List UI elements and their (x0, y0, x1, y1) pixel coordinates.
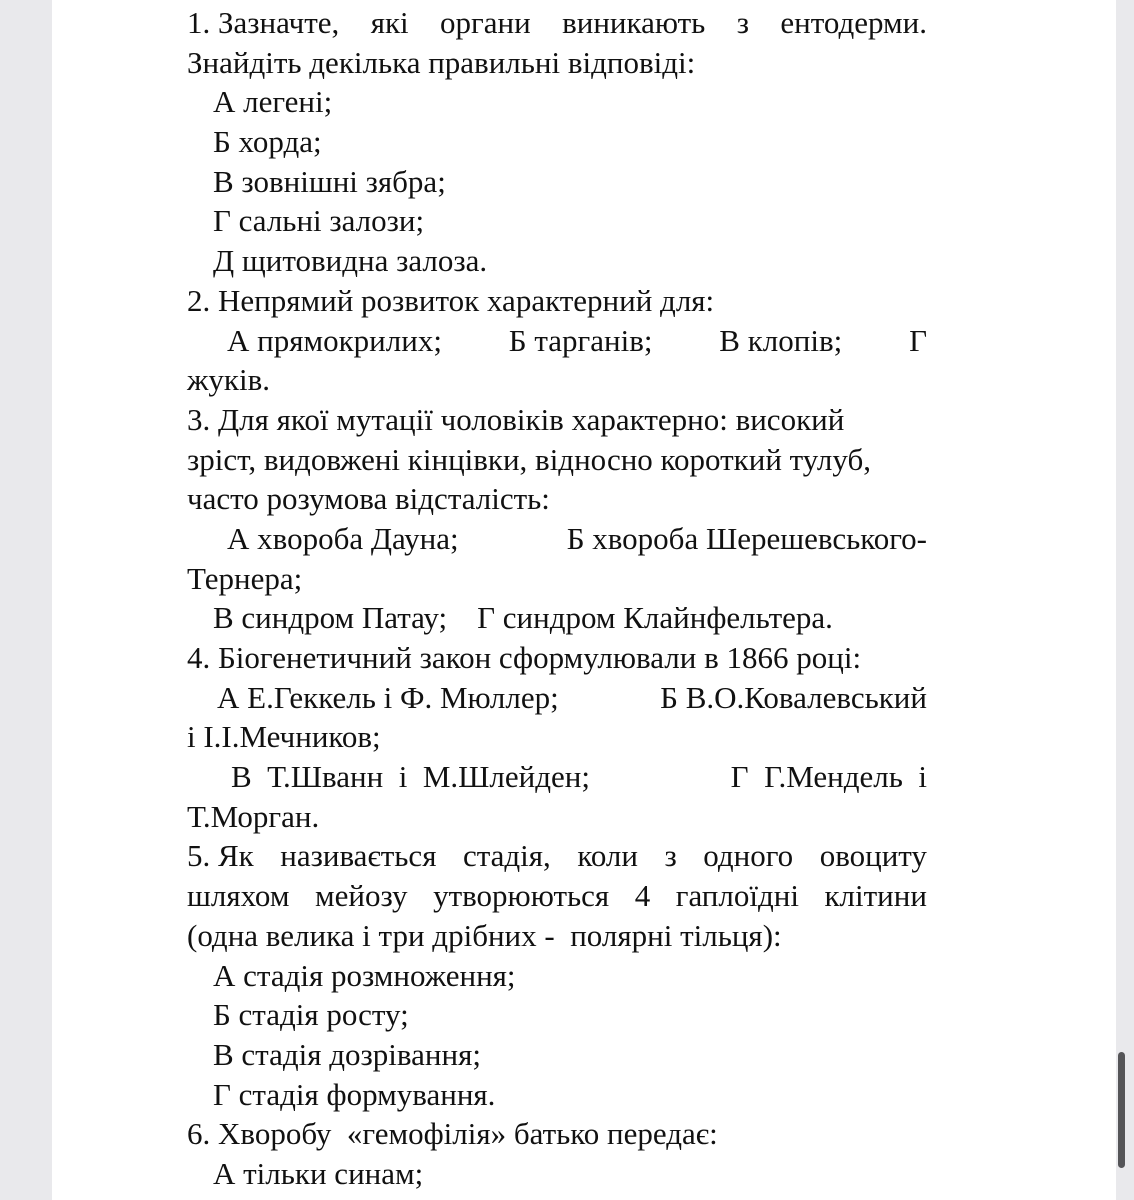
q3-options-row-2 (187, 598, 927, 638)
q4-option-c: В Т.Шванн і М.Шлейден; (231, 759, 590, 795)
q2-options-row (187, 321, 927, 361)
q4-options-row-1 (187, 678, 927, 718)
q5-option-b: Б стадія росту; (213, 997, 409, 1033)
q1-word: ентодерми. (780, 5, 927, 40)
q3-options-row-1 (187, 519, 927, 559)
question-6: 6. Хворобу «гемофілія» батько передає: (187, 1116, 718, 1152)
q1-option-c: В зовнішні зябра; (213, 163, 446, 199)
q3-option-c: В синдром Патау; (213, 600, 448, 636)
q5-word: називається (280, 838, 437, 874)
q6-option-a: А тільки синам; (213, 1155, 424, 1191)
q1-word: які (370, 5, 409, 40)
q5-option-a: А стадія розмноження; (213, 957, 516, 993)
vertical-scrollbar[interactable] (1118, 1052, 1125, 1168)
q2-option-c: В клопів; (719, 322, 843, 358)
q5-word: з (664, 838, 677, 874)
q2-option-b: Б тарганів; (508, 322, 653, 358)
q4-option-d-cont: Т.Морган. (187, 798, 320, 834)
q5-word: клітини (824, 878, 927, 914)
q3-option-b: Б хвороба Шерешевського- (566, 520, 927, 556)
q3-option-d: Г синдром Клайнфельтера. (477, 600, 833, 636)
q3-option-b-cont: Тернера; (187, 560, 303, 596)
q4-option-d: Г Г.Мендель і (730, 759, 927, 795)
q1-word: з (736, 5, 749, 40)
q5-word: овоциту (819, 838, 927, 874)
q5-word: стадія, (462, 838, 551, 874)
question-1-line-1 (187, 3, 927, 43)
question-3-line-1: 3. Для якої мутації чоловіків характерно: високий (187, 401, 845, 437)
question-1-line-2: Знайдіть декілька правильні відповіді: (187, 44, 696, 80)
q5-option-d: Г стадія формування. (213, 1076, 496, 1112)
document-page (52, 0, 1116, 1200)
q1-option-e: Д щитовидна залоза. (213, 243, 488, 279)
q2-option-d-text: жуків. (187, 362, 270, 398)
q5-word: 5. Як (187, 838, 254, 874)
document-content (187, 3, 927, 1194)
question-3-line-2: зріст, видовжені кінцівки, відносно короткий тулуб, (187, 441, 872, 477)
q5-word: одного (703, 838, 794, 874)
question-5-line-1 (187, 836, 927, 876)
q5-word: мейозу (314, 878, 408, 914)
q1-option-d: Г сальні залози; (213, 203, 425, 239)
question-5-line-3: (одна велика і три дрібних - полярні тільця): (187, 917, 782, 953)
q5-word: 4 (634, 878, 651, 914)
q2-option-d-letter: Г (909, 322, 927, 358)
q1-word: виникають (562, 5, 706, 40)
question-2: 2. Непрямий розвиток характерний для: (187, 282, 715, 318)
q2-option-a: А прямокрилих; (227, 322, 442, 358)
q4-option-b-cont: і І.І.Мечников; (187, 719, 381, 755)
q5-word: утворюються (433, 878, 610, 914)
q5-option-c: В стадія дозрівання; (213, 1036, 481, 1072)
q1-option-b: Б хорда; (213, 124, 322, 160)
q1-word: органи (440, 5, 531, 40)
q4-options-row-2 (187, 757, 927, 797)
q1-option-a: А легені; (213, 84, 333, 120)
question-3-line-3: часто розумова відсталість: (187, 481, 550, 517)
q4-option-a: А Е.Геккель і Ф. Мюллер; (217, 679, 559, 715)
q4-option-b: Б В.О.Ковалевський (660, 679, 927, 715)
q5-word: гаплоїдні (675, 878, 799, 914)
q5-word: коли (577, 838, 638, 874)
question-4: 4. Біогенетичний закон сформулювали в 1866 році: (187, 640, 862, 675)
question-5-line-2 (187, 876, 927, 916)
q3-option-a: А хвороба Дауна; (227, 520, 459, 556)
q1-word: 1. Зазначте, (187, 5, 340, 40)
q5-word: шляхом (187, 878, 290, 914)
